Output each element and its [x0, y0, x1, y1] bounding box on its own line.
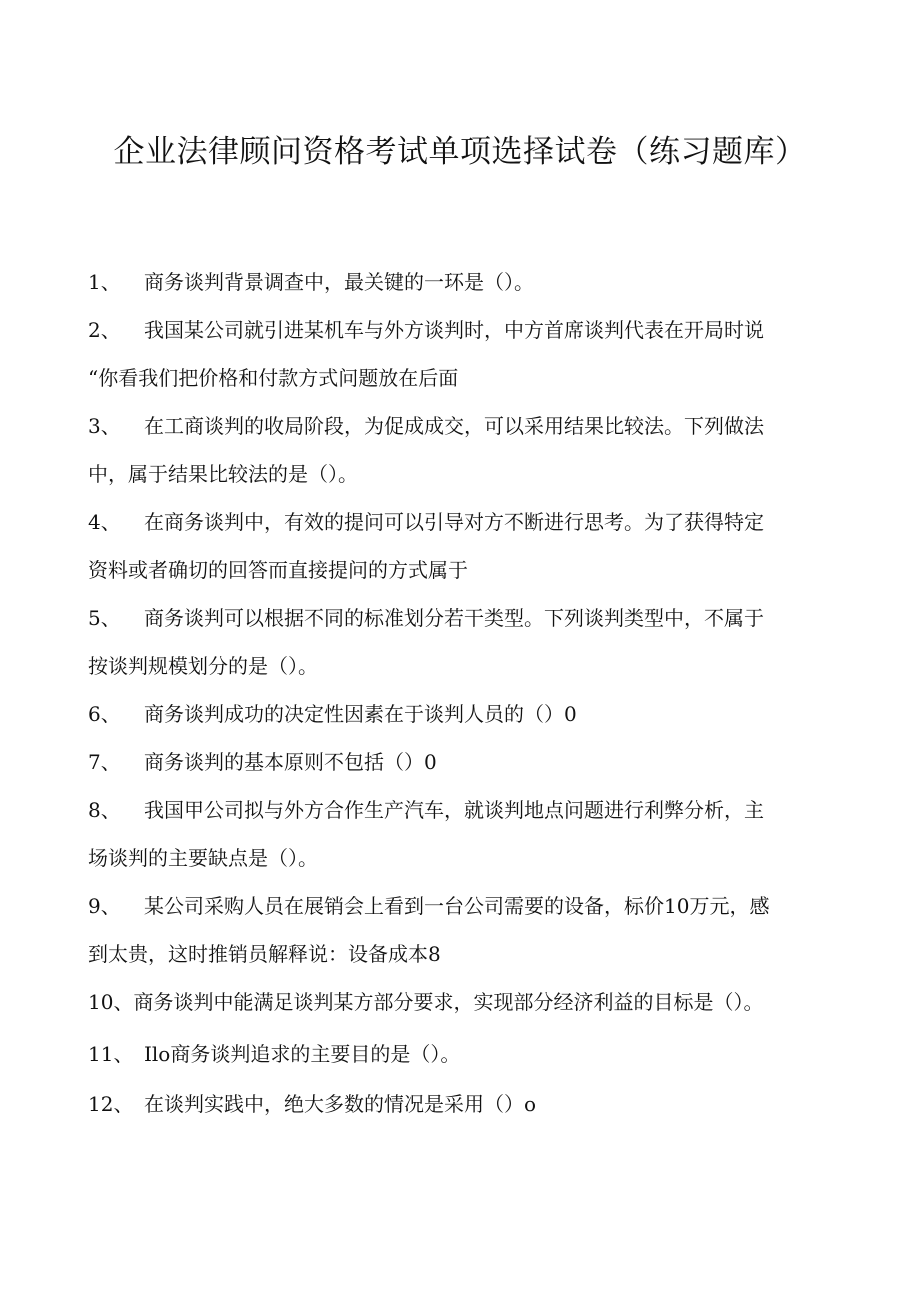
- question-item: [88, 978, 824, 1026]
- question-text: 商务谈判成功的决定性因素在于谈判人员的（）0: [144, 702, 577, 726]
- question-item: [88, 594, 824, 690]
- question-number: 4、: [88, 510, 121, 534]
- question-item: [88, 690, 824, 738]
- question-number: 6、: [88, 702, 121, 726]
- question-text: 商务谈判中能满足谈判某方部分要求，实现部分经济利益的目标是（）。: [133, 990, 764, 1014]
- question-item: [88, 258, 824, 306]
- question-text-continued: “你看我们把价格和付款方式问题放在后面: [88, 366, 459, 390]
- question-list: [88, 258, 824, 1128]
- question-number: 3、: [88, 414, 121, 438]
- question-number: 9、: [88, 894, 121, 918]
- question-text: 商务谈判背景调查中，最关键的一环是（）。: [144, 270, 534, 294]
- question-number: 5、: [88, 606, 121, 630]
- document-title: 企业法律顾问资格考试单项选择试卷（练习题库）: [113, 134, 807, 170]
- question-text: 在工商谈判的收局阶段，为促成成交，可以采用结果比较法。下列做法: [144, 414, 764, 438]
- question-item: [88, 882, 824, 978]
- question-text: 在谈判实践中，绝大多数的情况是采用（）o: [144, 1092, 537, 1116]
- question-item: [88, 786, 824, 882]
- question-text: 某公司采购人员在展销会上看到一台公司需要的设备，标价10万元，感: [144, 894, 770, 918]
- question-number: 2、: [88, 318, 121, 342]
- question-number: 11、: [88, 1042, 134, 1066]
- question-number: 12、: [88, 1092, 134, 1116]
- question-text-continued: 场谈判的主要缺点是（）。: [88, 846, 318, 870]
- question-number: 7、: [88, 750, 121, 774]
- question-text: 商务谈判可以根据不同的标准划分若干类型。下列谈判类型中，不属于: [144, 606, 764, 630]
- question-text-continued: 到太贵，这时推销员解释说：设备成本8: [88, 942, 441, 966]
- question-text: 我国某公司就引进某机车与外方谈判时，中方首席谈判代表在开局时说: [144, 318, 764, 342]
- question-text: 我国甲公司拟与外方合作生产汽车，就谈判地点问题进行利弊分析，主: [144, 798, 764, 822]
- question-item: [88, 738, 824, 786]
- question-number: 10、: [88, 990, 134, 1014]
- question-item: [88, 306, 824, 402]
- question-item: [88, 402, 824, 498]
- question-text: 在商务谈判中，有效的提问可以引导对方不断进行思考。为了获得特定: [144, 510, 764, 534]
- question-item: [88, 498, 824, 594]
- question-item: [88, 1080, 824, 1128]
- question-text-continued: 按谈判规模划分的是（）。: [88, 654, 318, 678]
- question-number: 8、: [88, 798, 121, 822]
- question-text-continued: 资料或者确切的回答而直接提问的方式属于: [88, 558, 468, 582]
- question-text-continued: 中，属于结果比较法的是（）。: [88, 462, 358, 486]
- question-number: 1、: [88, 270, 121, 294]
- question-text: 商务谈判的基本原则不包括（）0: [144, 750, 437, 774]
- question-item: [88, 1030, 824, 1078]
- question-text: Ilo商务谈判追求的主要目的是（）。: [144, 1042, 461, 1066]
